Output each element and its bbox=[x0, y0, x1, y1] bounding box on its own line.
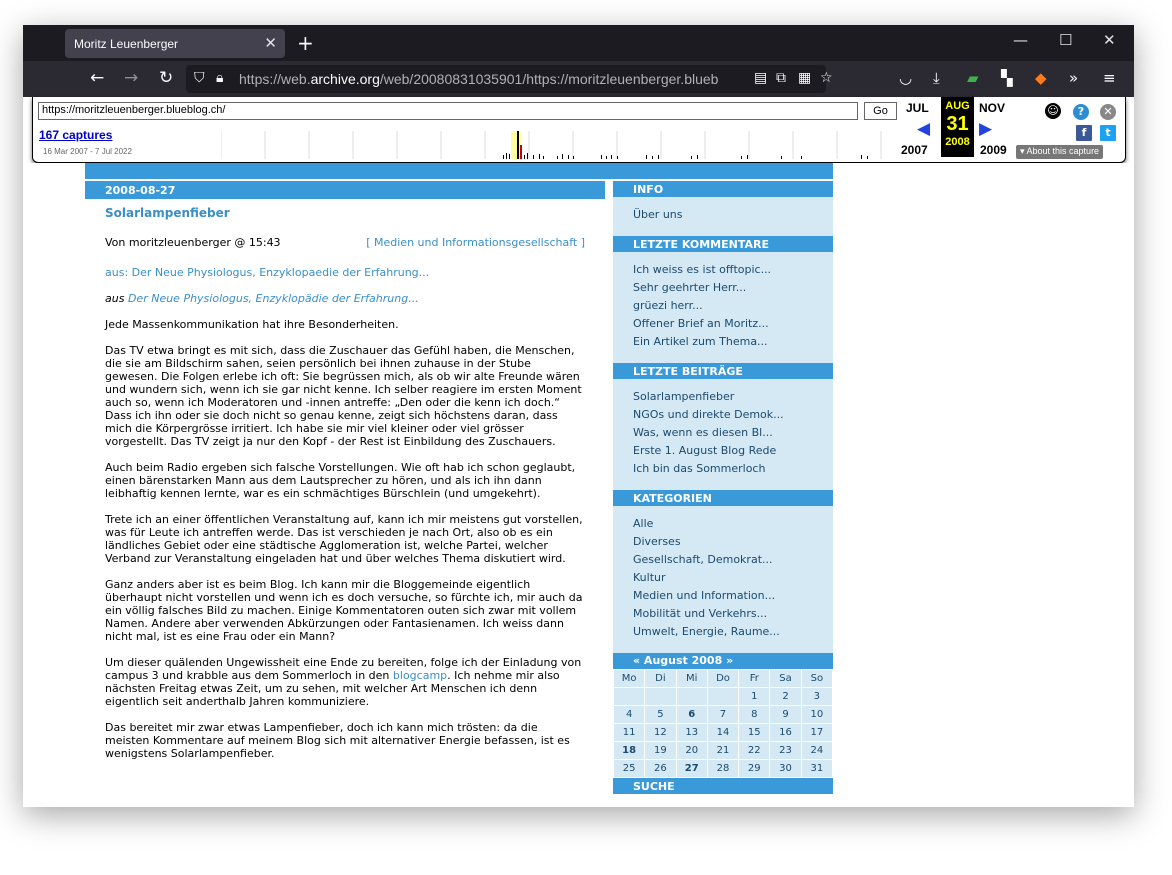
source-link[interactable]: Der Neue Physiologus, Enzyklopädie der Erfahrung... bbox=[127, 292, 419, 305]
sidebar-link[interactable]: Mobilität und Verkehrs... bbox=[633, 607, 768, 620]
prev-year-label[interactable]: 2007 bbox=[901, 143, 928, 157]
sidebar-link[interactable]: Sehr geehrter Herr... bbox=[633, 281, 747, 294]
download-icon[interactable]: ⤓ bbox=[933, 69, 940, 87]
calendar-day bbox=[645, 688, 676, 706]
next-capture-arrow-icon[interactable]: ▶ bbox=[979, 119, 993, 139]
next-month-label[interactable]: NOV bbox=[979, 101, 1006, 115]
nav-bar bbox=[23, 61, 1134, 97]
paragraph: Das TV etwa bringt es mit sich, dass die Zuschauer das Gefühl haben, die Menschen, die sie am Bildschirm sahen, seien persönlich bei ihnen zuhause in der Stube gewesen. Die Folgen erlebe ich oft: Sie begrüssen mich, als ob wir alte Freunde wären und wundern sich, wenn ich sie gar nicht kenne. Ich selber reagiere im ersten Moment auch so, wenn ich Moderatoren und -innen antreffe: „Den oder die kenn ich doch.“ Dass ich ihn oder sie doch nicht so genau kenne, zeigt sich höchstens daran, dass mich die Körpergrösse irritiert. Ich habe sie mir viel kleiner oder viel grösser vorgestellt. Das TV zeigt ja nur den Kopf - der Rest ist Einbildung des Zuschauers. bbox=[105, 344, 582, 448]
sidebar-link[interactable]: Alle bbox=[633, 517, 654, 530]
calendar-day: 30 bbox=[770, 760, 801, 778]
close-tab-icon[interactable]: ✕ bbox=[264, 35, 277, 52]
calendar-day: 24 bbox=[801, 742, 832, 760]
about-capture-button[interactable]: ▾ About this capture bbox=[1016, 145, 1103, 159]
calendar-day: 9 bbox=[770, 706, 801, 724]
post-column bbox=[85, 181, 605, 773]
browser-window bbox=[23, 25, 1134, 807]
bookmark-star-icon[interactable]: ☆ bbox=[820, 70, 833, 86]
calendar-week bbox=[614, 742, 833, 760]
page-content bbox=[23, 163, 1134, 807]
sidebar-link[interactable]: Umwelt, Energie, Raume... bbox=[633, 625, 780, 638]
sidebar-link[interactable]: Solarlampenfieber bbox=[633, 390, 735, 403]
paragraph: Um dieser quälenden Ungewissheit eine Ende zu bereiten, folge ich der Einladung von campus 3 und krabble aus dem Sommerloch in den blogcamp. Ich nehme mir also nächsten Freitag etwas Zeit, um zu sehen, mit welcher Art Menschen ich denn eigentlich seit anderthalb Jahren kommuniziere. bbox=[105, 656, 582, 708]
search-heading: SUCHE bbox=[613, 778, 833, 794]
pocket-icon[interactable]: ◡ bbox=[899, 69, 913, 87]
post-body bbox=[105, 266, 585, 760]
calendar-grid bbox=[613, 669, 833, 778]
sidebar-link[interactable]: NGOs und direkte Demok... bbox=[633, 408, 784, 421]
calendar-day: 14 bbox=[707, 724, 738, 742]
source-prefix: aus bbox=[105, 292, 125, 305]
calendar-day: 28 bbox=[707, 760, 738, 778]
sparkline-current-marker bbox=[517, 131, 519, 159]
calendar-day: 1 bbox=[739, 688, 770, 706]
translate-icon[interactable]: ⧉ bbox=[776, 70, 786, 86]
posts-list bbox=[613, 379, 833, 490]
calendar-day bbox=[676, 688, 707, 706]
forward-icon[interactable]: → bbox=[124, 68, 139, 88]
help-icon[interactable]: ? bbox=[1073, 104, 1089, 120]
sidebar-link[interactable]: Ich bin das Sommerloch bbox=[633, 462, 766, 475]
sidebar-link[interactable]: Erste 1. August Blog Rede bbox=[633, 444, 777, 457]
post-author-time: Von moritzleuenberger @ 15:43 bbox=[105, 236, 281, 249]
shield-icon[interactable]: ⛉ bbox=[194, 70, 205, 86]
calendar-week bbox=[614, 706, 833, 724]
current-year-label: 2008 bbox=[945, 136, 970, 148]
source-line bbox=[105, 292, 585, 305]
calendar-day: 3 bbox=[801, 688, 832, 706]
calendar-weekdays bbox=[614, 670, 833, 688]
calendar-day: 13 bbox=[676, 724, 707, 742]
calendar bbox=[613, 653, 833, 778]
sidebar-link[interactable]: Ein Artikel zum Thema... bbox=[633, 335, 768, 348]
calendar-weekday: Do bbox=[707, 670, 738, 688]
minimize-icon[interactable]: — bbox=[1013, 31, 1028, 49]
wayback-go-button[interactable]: Go bbox=[864, 102, 897, 120]
calendar-day: 7 bbox=[707, 706, 738, 724]
account-icon[interactable]: ☺ bbox=[1045, 103, 1061, 119]
post-title[interactable]: Solarlampenfieber bbox=[105, 206, 230, 220]
sidebar-link[interactable]: Was, wenn es diesen Bl... bbox=[633, 426, 773, 439]
paragraph: Ganz anders aber ist es beim Blog. Ich kann mir die Bloggemeinde eigentlich überhaupt nicht vorstellen und wenn ich es doch versuche, so fürchte ich, mir auch da ein völlig falsches Bild zu machen. Einige Kommentatoren outen sich zwar mit vollem Namen. Andere aber verwenden Abkürzungen oder Fantasienamen. Ich weiss dann nicht mal, ist es eine Frau oder ein Mann? bbox=[105, 578, 583, 643]
url-bar[interactable] bbox=[186, 65, 833, 93]
source-link-short[interactable]: aus: Der Neue Physiologus, Enzyklopaedie der Erfahrung... bbox=[105, 266, 430, 279]
calendar-weekday: Fr bbox=[739, 670, 770, 688]
captures-range: 16 Mar 2007 - 7 Jul 2022 bbox=[43, 147, 132, 156]
calendar-weekday: So bbox=[801, 670, 832, 688]
reload-icon[interactable]: ↻ bbox=[159, 68, 174, 88]
close-window-icon[interactable]: ✕ bbox=[1103, 31, 1116, 49]
url-text[interactable]: https://web.archive.org/web/20080831035901/https://moritzleuenberger.blueb bbox=[239, 71, 719, 87]
comments-heading: LETZTE KOMMENTARE bbox=[613, 236, 833, 252]
info-list bbox=[613, 197, 833, 236]
calendar-day: 31 bbox=[801, 760, 832, 778]
print-extension-icon[interactable]: ▰ bbox=[967, 69, 979, 87]
calendar-day bbox=[614, 688, 645, 706]
wayback-toolbar bbox=[32, 97, 1126, 163]
calendar-weekday: Sa bbox=[770, 670, 801, 688]
sidebar-link[interactable]: grüezi herr... bbox=[633, 299, 703, 312]
facebook-icon[interactable]: f bbox=[1076, 125, 1092, 141]
back-icon[interactable]: ← bbox=[90, 68, 105, 88]
prev-capture-arrow-icon[interactable]: ◀ bbox=[917, 119, 931, 139]
wayback-url-input[interactable]: https://moritzleuenberger.blueblog.ch/ bbox=[38, 102, 858, 120]
sparkline-highlight-year bbox=[511, 131, 521, 159]
current-month-label: AUG bbox=[945, 100, 970, 112]
comments-list bbox=[613, 252, 833, 363]
calendar-weekday: Di bbox=[645, 670, 676, 688]
post-date: 2008-08-27 bbox=[85, 181, 605, 199]
sidebar-link[interactable]: Medien und Information... bbox=[633, 589, 776, 602]
blog-header-bar bbox=[85, 163, 833, 179]
sidebar-link[interactable]: Ich weiss es ist offtopic... bbox=[633, 263, 772, 276]
calendar-day[interactable]: 18 bbox=[614, 742, 645, 760]
calendar-day: 11 bbox=[614, 724, 645, 742]
firefox-extension-icon[interactable]: ◆ bbox=[1035, 69, 1047, 87]
calendar-day: 19 bbox=[645, 742, 676, 760]
sidebar-link[interactable]: Diverses bbox=[633, 535, 681, 548]
paragraph: Das bereitet mir zwar etwas Lampenfieber, doch ich kann mich trösten: da die meisten Kommentare auf meinem Blog sich mit alternativer Energie befassen, ist es wenigstens Solarlampenfieber. bbox=[105, 721, 570, 760]
paragraph: Auch beim Radio ergeben sich falsche Vorstellungen. Wie oft hab ich schon geglaubt, einen bärenstarken Mann aus dem Lautsprecher zu hören, und als ich ihn dann leibhaftig kennen lernte, war es ein schmächtiges Bürschlein (und umgekehrt). bbox=[105, 461, 576, 500]
sidebar-link[interactable]: Offener Brief an Moritz... bbox=[633, 317, 769, 330]
calendar-day: 8 bbox=[739, 706, 770, 724]
tab-strip bbox=[23, 25, 1134, 61]
categories-heading: KATEGORIEN bbox=[613, 490, 833, 506]
paragraph: Trete ich an einer öffentlichen Veranstaltung auf, kann ich mir meistens gut vorstellen, was für Leute ich antreffen werde. Das ist verschieden je nach Ort, also ob es ein ländliches Gebiet oder eine städtische Agglomeration ist, welche Partei, welcher Verband zur Veranstaltung eingeladen hat und über welches Thema diskutiert wird. bbox=[105, 513, 583, 565]
calendar-weekday: Mo bbox=[614, 670, 645, 688]
blogcamp-link[interactable]: blogcamp bbox=[392, 669, 448, 682]
captures-sparkline[interactable] bbox=[221, 131, 891, 159]
prev-month-label[interactable]: JUL bbox=[906, 101, 929, 115]
calendar-day: 16 bbox=[770, 724, 801, 742]
calendar-day: 15 bbox=[739, 724, 770, 742]
sidebar-link[interactable]: Gesellschaft, Demokrat... bbox=[633, 553, 773, 566]
tab-title: Moritz Leuenberger bbox=[74, 37, 179, 51]
sidebar bbox=[613, 181, 833, 794]
calendar-day: 29 bbox=[739, 760, 770, 778]
calendar-day: 23 bbox=[770, 742, 801, 760]
categories-list bbox=[613, 506, 833, 653]
post-category-link[interactable]: [ Medien und Informationsgesellschaft ] bbox=[366, 236, 585, 249]
qr-code-icon[interactable]: ▦ bbox=[798, 70, 812, 86]
calendar-weekday: Mi bbox=[676, 670, 707, 688]
browser-tab[interactable] bbox=[65, 29, 285, 58]
next-year-label[interactable]: 2009 bbox=[980, 143, 1007, 157]
captures-link[interactable]: 167 captures bbox=[39, 128, 113, 142]
maximize-icon[interactable]: ☐ bbox=[1059, 31, 1073, 49]
current-capture-date bbox=[941, 97, 974, 157]
calendar-day: 25 bbox=[614, 760, 645, 778]
calendar-week bbox=[614, 760, 833, 778]
calendar-day[interactable]: 6 bbox=[676, 706, 707, 724]
calendar-day: 22 bbox=[739, 742, 770, 760]
sidebar-link[interactable]: Kultur bbox=[633, 571, 666, 584]
info-heading: INFO bbox=[613, 181, 833, 197]
menu-icon[interactable]: ≡ bbox=[1103, 69, 1116, 87]
calendar-week bbox=[614, 688, 833, 706]
calendar-day bbox=[707, 688, 738, 706]
calendar-day: 17 bbox=[801, 724, 832, 742]
posts-heading: LETZTE BEITRÄGE bbox=[613, 363, 833, 379]
calendar-day: 4 bbox=[614, 706, 645, 724]
current-day-label: 31 bbox=[946, 113, 969, 135]
reader-view-icon[interactable]: ▤ bbox=[754, 70, 768, 86]
calendar-day[interactable]: 27 bbox=[676, 760, 707, 778]
close-toolbar-icon[interactable]: ✕ bbox=[1100, 104, 1116, 120]
calendar-title[interactable]: « August 2008 » bbox=[613, 653, 833, 669]
overflow-icon[interactable]: » bbox=[1069, 69, 1079, 87]
post-meta bbox=[105, 236, 605, 249]
calendar-day: 20 bbox=[676, 742, 707, 760]
calendar-day: 5 bbox=[645, 706, 676, 724]
sidebar-link[interactable]: Über uns bbox=[633, 208, 683, 221]
paragraph: Jede Massenkommunikation hat ihre Besonderheiten. bbox=[105, 318, 399, 331]
twitter-icon[interactable]: t bbox=[1100, 125, 1116, 141]
calendar-day: 10 bbox=[801, 706, 832, 724]
lock-icon[interactable]: 🔒︎ bbox=[216, 70, 224, 86]
calendar-week bbox=[614, 724, 833, 742]
calendar-day: 21 bbox=[707, 742, 738, 760]
calendar-day: 2 bbox=[770, 688, 801, 706]
calendar-day: 26 bbox=[645, 760, 676, 778]
new-tab-icon[interactable]: + bbox=[297, 31, 314, 55]
extensions-icon[interactable]: ▚ bbox=[1001, 69, 1013, 87]
calendar-day: 12 bbox=[645, 724, 676, 742]
